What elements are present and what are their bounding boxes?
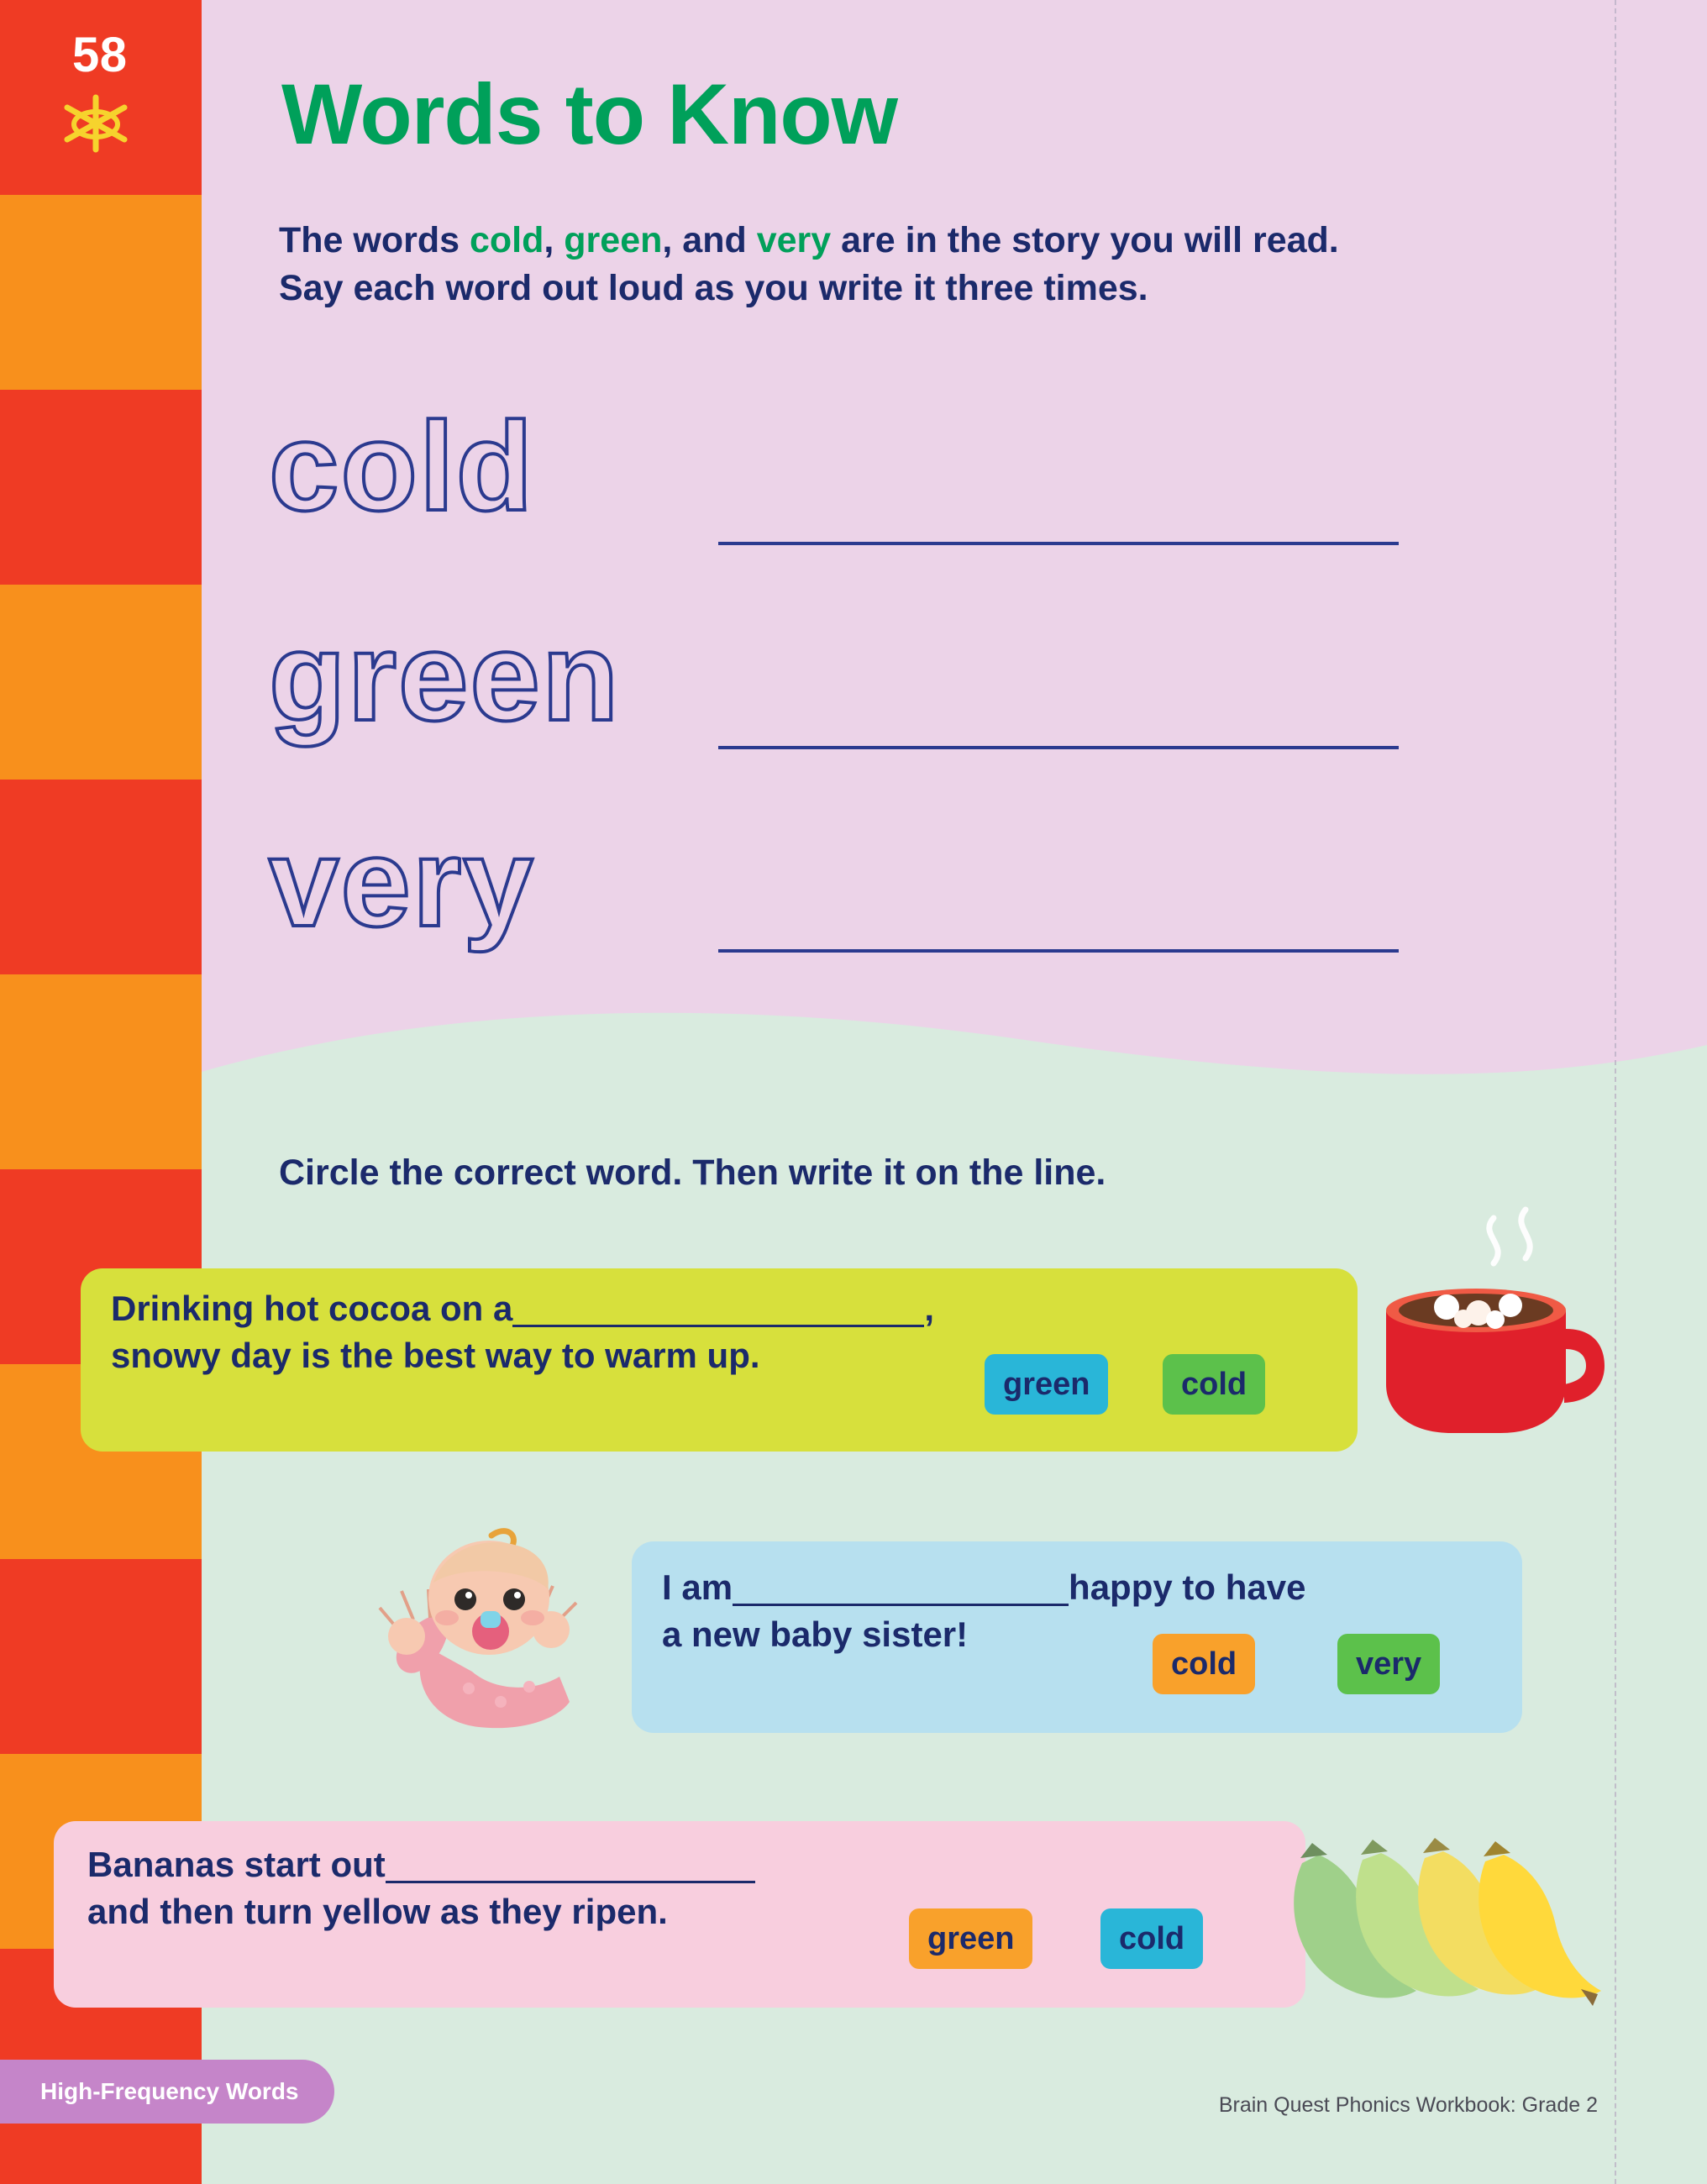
exercise-instruction: Circle the correct word. Then write it on the line. [279,1152,1106,1193]
intro-prefix: The words [279,220,470,260]
trim-guide-line [1615,0,1616,2184]
intro-word-green: green [564,220,663,260]
category-tag [0,2060,334,2124]
rail-block-6 [0,974,202,1169]
intro-line-2: Say each word out loud as you write it three times. [279,267,1148,308]
rail-block-2 [0,195,202,390]
question-3-choice-green[interactable] [909,1908,1032,1969]
rail-block-9 [0,1559,202,1754]
question-2-choice-very[interactable] [1337,1634,1440,1694]
intro-sep-2: , and [662,220,757,260]
question-3-choice-green-label: green [927,1920,1015,1956]
rail-block-4 [0,585,202,780]
question-1-choice-green-label: green [1003,1366,1090,1402]
panel-divider-curve [202,991,1707,1142]
question-2-choice-cold-label: cold [1171,1646,1237,1682]
trace-word-green[interactable]: green [269,606,621,747]
question-3-choice-cold[interactable] [1100,1908,1203,1969]
intro-word-cold: cold [469,220,544,260]
question-1-text-after: , [924,1289,935,1328]
question-3-choice-cold-label: cold [1119,1920,1185,1956]
trace-word-very[interactable]: very [269,811,535,953]
intro-word-very: very [756,220,832,260]
question-1-choice-green[interactable] [985,1354,1108,1415]
question-2-choice-very-label: very [1356,1646,1422,1682]
trace-row-very [269,811,535,953]
question-1-text-line2: snowy day is the best way to warm up. [111,1336,760,1376]
trace-row-cold [269,396,535,537]
question-3-blank[interactable] [386,1846,755,1883]
intro-suffix: are in the story you will read. [831,220,1339,260]
rail-block-5 [0,780,202,974]
star-icon [59,91,134,158]
question-2-text-after: happy to have [1069,1567,1306,1607]
question-1-choice-cold[interactable] [1163,1354,1265,1415]
question-2-blank[interactable] [733,1569,1069,1606]
question-1-blank[interactable] [512,1290,924,1327]
trace-row-green [269,606,621,747]
question-1-text-before: Drinking hot cocoa on a [111,1289,513,1328]
trace-word-cold[interactable]: cold [269,396,535,537]
hot-cocoa-mug-illustration [1352,1201,1605,1453]
question-3-text [87,1841,1011,1936]
question-2-text-before: I am [662,1567,733,1607]
question-3-text-before: Bananas start out [87,1845,386,1884]
writing-line-cold[interactable] [718,542,1399,545]
question-1-choice-cold-label: cold [1181,1366,1247,1402]
page-title: Words to Know [281,66,898,162]
question-3-text-line2: and then turn yellow as they ripen. [87,1892,668,1932]
bananas-illustration [1268,1824,1605,2043]
writing-line-green[interactable] [718,746,1399,749]
category-tag-label: High-Frequency Words [40,2078,299,2104]
question-1-text [111,1285,1035,1380]
question-2-choice-cold[interactable] [1153,1634,1255,1694]
intro-sep-1: , [544,220,565,260]
baby-illustration [361,1512,605,1756]
intro-paragraph [279,217,1589,312]
page-number: 58 [72,28,128,82]
question-2-text-line2: a new baby sister! [662,1614,969,1655]
book-credit: Brain Quest Phonics Workbook: Grade 2 [1218,2093,1598,2117]
rail-block-3 [0,390,202,585]
writing-line-very[interactable] [718,949,1399,953]
